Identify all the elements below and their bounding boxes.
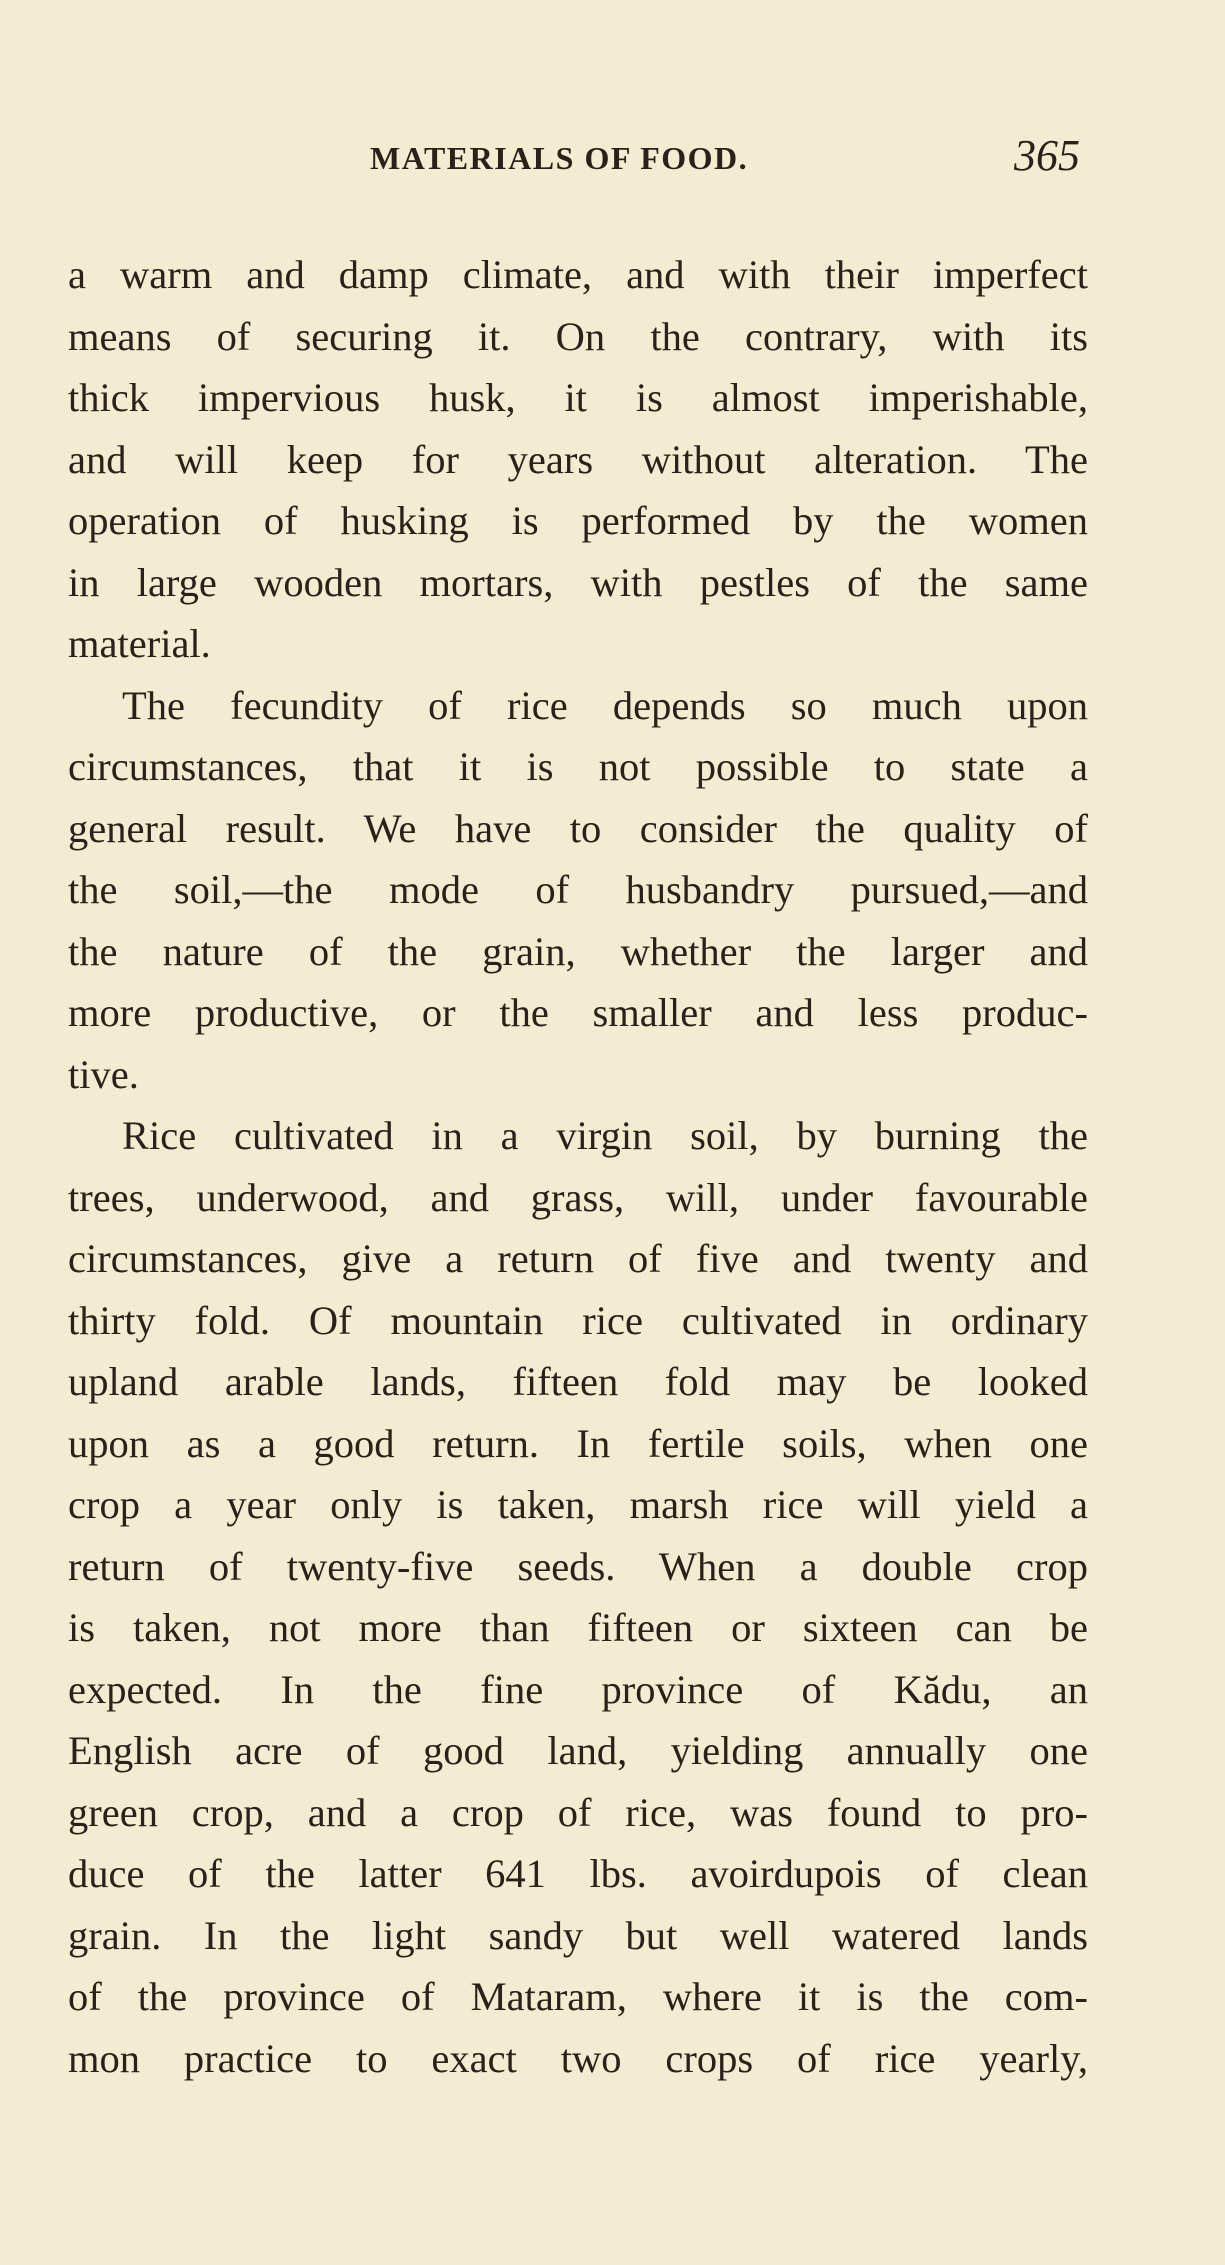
text-line: crop a year only is taken, marsh rice will yield a (68, 1482, 1088, 1527)
text-line: upon as a good return. In fertile soils, when one (68, 1420, 1088, 1466)
text-line: expected. In the fine province of Kădu, an (68, 1666, 1088, 1712)
text-line: is taken, not more than fifteen or sixteen can be (68, 1605, 1088, 1650)
text-line: mon practice to exact two crops of rice yearly, (68, 2035, 1088, 2081)
text-line: English acre of good land, yielding annually one (68, 1728, 1088, 1773)
text-line: return of twenty-five seeds. When a double crop (68, 1543, 1088, 1589)
text-line: the soil,—the mode of husbandry pursued,—and (68, 867, 1088, 912)
text-line: a warm and damp climate, and with their imperfect (68, 252, 1088, 297)
text-line: green crop, and a crop of rice, was found to pro- (68, 1789, 1088, 1835)
text-line: circumstances, that it is not possible to state a (68, 744, 1088, 789)
text-line: trees, underwood, and grass, will, under favourable (68, 1174, 1088, 1220)
text-line: duce of the latter 641 lbs. avoirdupois of clean (68, 1851, 1088, 1896)
text-line: material. (68, 621, 211, 666)
text-line: and will keep for years without alteration. The (68, 436, 1088, 482)
text-line: Rice cultivated in a virgin soil, by burning the (122, 1113, 1088, 1158)
running-head (68, 130, 1080, 190)
paragraph (68, 1105, 1088, 2089)
text-line: tive. (68, 1051, 139, 1097)
paragraph (68, 675, 1088, 1106)
text-line: general result. We have to consider the quality of (68, 805, 1088, 851)
text-line: means of securing it. On the contrary, with its (68, 313, 1088, 359)
paragraph (68, 244, 1088, 675)
page-number: 365 (1014, 131, 1080, 180)
text-line: more productive, or the smaller and less produc- (68, 990, 1088, 1035)
text-line: grain. In the light sandy but well watered lands (68, 1912, 1088, 1958)
text-line: in large wooden mortars, with pestles of the same (68, 559, 1088, 605)
text-line: circumstances, give a return of five and twenty and (68, 1236, 1088, 1281)
body-text (68, 244, 1088, 2089)
running-title: MATERIALS OF FOOD. (370, 140, 749, 176)
text-line: thick impervious husk, it is almost imperishable, (68, 375, 1088, 420)
text-line: The fecundity of rice depends so much upon (122, 682, 1088, 728)
text-line: thirty fold. Of mountain rice cultivated in ordinary (68, 1297, 1088, 1343)
text-line: upland arable lands, fifteen fold may be looked (68, 1359, 1088, 1404)
text-line: operation of husking is performed by the women (68, 498, 1088, 543)
text-line: the nature of the grain, whether the larger and (68, 928, 1088, 974)
text-line: of the province of Mataram, where it is the com- (68, 1974, 1088, 2019)
